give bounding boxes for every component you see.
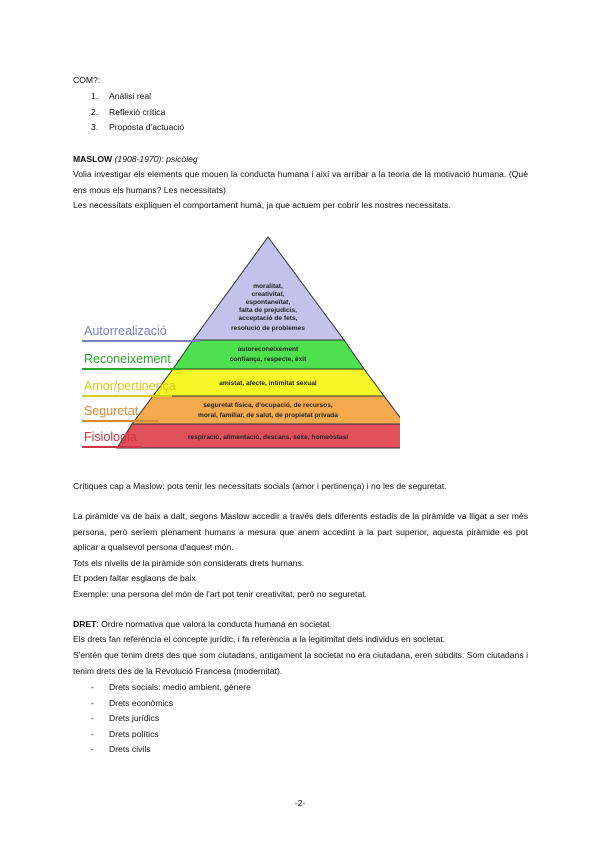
pyramid-text: respiració, alimentació, descans, sexe, homeòstasi bbox=[187, 434, 349, 441]
pyramid-text: confiança, respecte, èxit bbox=[229, 356, 307, 363]
pyramid-level-4 bbox=[132, 396, 400, 424]
pyramid-text: creativitat, bbox=[251, 291, 285, 298]
pyramid-paragraph: La piràmide va de baix a dalt, segons Maslow accedir a través dels diferents estadis de la piràmide va lligat a ser més persona, però seríem plenament humans a mesura que anem accedint a la part superior, aquesta piràmide es pot aplicar a qualsevol persona d'aquest món. bbox=[73, 511, 528, 552]
pyramid-text: acceptació de fets, bbox=[238, 315, 298, 322]
example-text: Exemple: una persona del món de l'art pot tenir creativitat, però no seguretat. bbox=[73, 589, 367, 599]
pyramid-text: falta de prejudicis, bbox=[239, 307, 297, 314]
list-item: 1. Anàlisi real bbox=[91, 91, 152, 101]
pyramid-label-seguretat: Seguretat bbox=[84, 404, 139, 418]
levels-text: Tots els nivells de la piràmide són considerats drets humans. bbox=[73, 558, 305, 568]
com-list bbox=[91, 89, 184, 136]
pyramid-text: espontaneïtat, bbox=[245, 299, 291, 306]
maslow-paragraph-2: Les necessitats expliquen el comportament humà, ja que actuem per cobrir les nostres necessitats. bbox=[73, 200, 451, 210]
pyramid-label-underline bbox=[82, 395, 172, 397]
pyramid-level-2 bbox=[173, 340, 364, 369]
list-item: 3. Proposta d'actuació bbox=[91, 122, 185, 132]
pyramid-text: amistat, afecte, intimitat sexual bbox=[219, 380, 317, 387]
pyramid-text: moral, familiar, de salut, de propietat privada bbox=[198, 412, 338, 419]
pyramid-text: resolució de problemes bbox=[230, 325, 306, 332]
pyramid-label-underline bbox=[82, 368, 182, 370]
pyramid-label-underline bbox=[82, 340, 200, 342]
pyramid-label-amor: Amor/pertinença bbox=[84, 379, 176, 393]
pyramid-label-autorrealitzacio: Autorrealizació bbox=[84, 324, 167, 338]
list-item: - Drets jurídics bbox=[91, 713, 160, 723]
pyramid-label-fisiologia: Fisiologia bbox=[84, 430, 137, 444]
pyramid-label-underline bbox=[82, 446, 142, 448]
dret-heading: DRET: Ordre normativa que valora la conducta humana en societat bbox=[73, 619, 330, 629]
list-item: - Drets socials: medio ambient, gènere bbox=[91, 682, 251, 692]
maslow-heading: MASLOW (1908-1970): psicòleg bbox=[73, 154, 198, 164]
pyramid-label-reconeixement: Reconeixement bbox=[84, 352, 171, 366]
list-item: 2. Reflexió crítica bbox=[91, 106, 166, 117]
dret-paragraph: Els drets fan referència el concepte jurídic, i fa referència a la legitimitat dels individus en societat. bbox=[73, 634, 446, 644]
dret-paragraph-2: S'entén que tenim drets des que som ciutadans, antigament la societat no era ciutadana, eren súbdits. Som ciutadans i tenim drets des de la Revolució Francesa (modernitat). bbox=[73, 650, 528, 676]
critique-text: Crítiques cap a Maslow: pots tenir les necessitats socials (amor i pertinença) i no les de seguretat. bbox=[73, 481, 447, 491]
rights-list bbox=[91, 680, 251, 758]
pyramid-text: moralitat, bbox=[253, 283, 283, 290]
page-number: -2- bbox=[294, 798, 306, 808]
pyramid-label-underline bbox=[82, 420, 158, 422]
com-heading: COM?: bbox=[73, 75, 101, 85]
pyramid-text: seguretat física, d'ocupació, de recursos, bbox=[203, 402, 333, 409]
list-item: - Drets polítics bbox=[91, 728, 159, 739]
list-item: - Drets econòmics bbox=[91, 697, 173, 708]
maslow-paragraph: Volia investigar els elements que mouen la conducta humana i així va arribar a la teoria de la motivació humana. (Què ens mous els humans? Les necessitats) bbox=[73, 169, 528, 195]
missing-steps-text: Et poden faltar esglaons de baix bbox=[73, 573, 196, 583]
list-item: - Drets civils bbox=[91, 744, 151, 754]
pyramid-text: autoreconeixement bbox=[237, 346, 299, 353]
